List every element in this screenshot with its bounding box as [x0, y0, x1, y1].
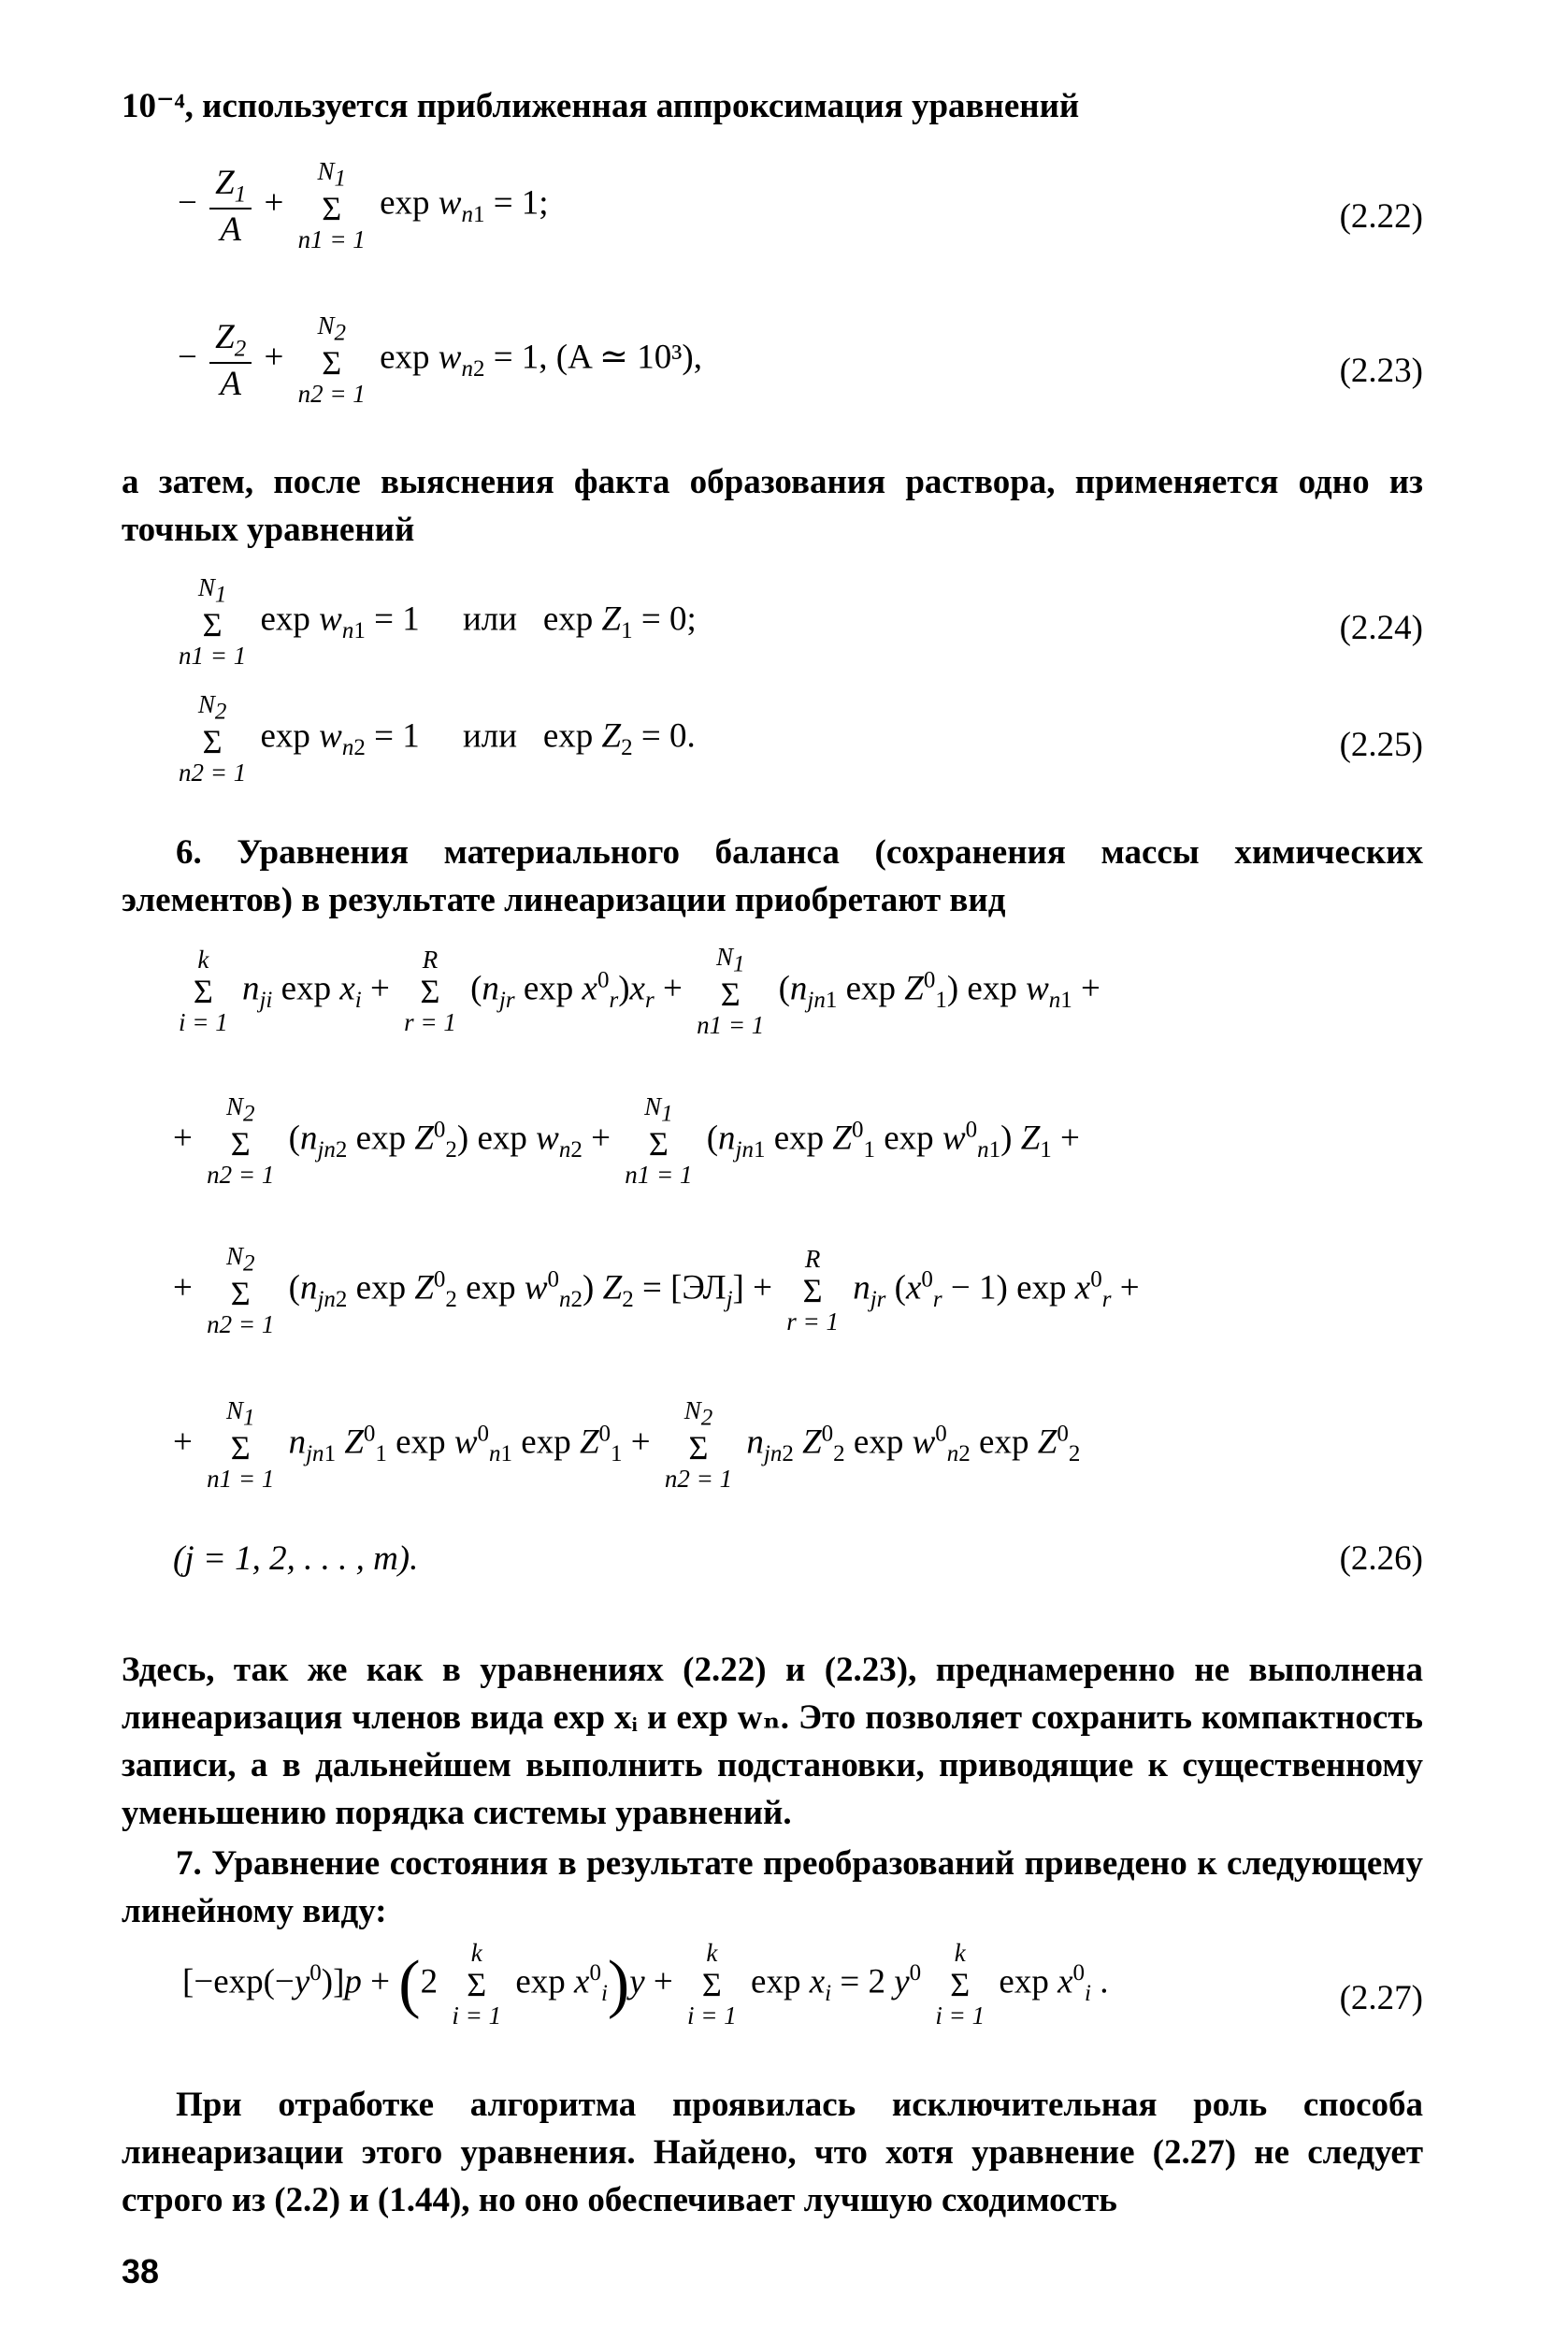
equation-body: $[-\exp(-y^0)]p + (2$ k Σ i = 1 $\exp x^0_i)y$ + k Σ i = 1 $\exp x_i = 2$ $y^0$ k Σ i = 1 $\exp x^0_i$ . [182, 1939, 1109, 2029]
equation-line-2: + $N_2$ Σ n2 = 1 ($n_{jn2}$ $\exp Z^0_2$) $\exp w_{n2}$ + $N_1$ Σ n1 = 1 ($n_{jn1}$ $\exp Z^0_1$ $\exp w^0_{n1}$) $Z_1$ + [173, 1092, 1080, 1190]
equation-2-27 [0, 1941, 1568, 2053]
equation-2-23 [0, 313, 1568, 426]
equation-number: (2.24) [1339, 609, 1423, 647]
equation-condition: (j = 1, 2, . . . , m). [173, 1539, 419, 1578]
equation-body: − $\frac{Z_1}{A}$ + $N_1$ Σ n1 = 1 $\exp w_{n1} = 1$; [178, 157, 549, 254]
equation-2-26 [0, 945, 1568, 1581]
equation-2-25 [0, 692, 1568, 795]
equation-2-22 [0, 159, 1568, 271]
paragraph-5: При отработке алгоритма проявилась исключительная роль способа линеаризации этого уравнения. Найдено, что хотя уравнение (2.27) не следует строго из (2.2) и (1.44), но оно обеспечивает лучшую сходимость [122, 2086, 1423, 2219]
equation-number: (2.23) [1339, 352, 1423, 390]
equation-body: $N_2$ Σ n2 = 1 $\exp w_{n2} = 1$ или $\exp Z_2 = 0$. [179, 690, 696, 787]
paragraph-4: 7. Уравнение состояния в результате преобразований приведено к следующему линейному виду: [122, 1844, 1423, 1930]
equation-number: (2.26) [1339, 1539, 1423, 1578]
paragraph-2: 6. Уравнения материального баланса (сохранения массы химических элементов) в результате линеаризации приобретают вид [122, 833, 1423, 919]
equation-body: $N_1$ Σ n1 = 1 $\exp w_{n1} = 1$ или $\exp Z_1 = 0$; [179, 573, 697, 671]
paragraph-1: а затем, после выяснения факта образования раствора, применяется одно из точных уравнений [122, 463, 1423, 549]
equation-line-3: + $N_2$ Σ n2 = 1 ($n_{jn2}$ $\exp Z^0_2$ $\exp w^0_{n2}$) $Z_2 = [ЭЛ_j]$ + R Σ r = 1 $n_{jr}$ $(x^0_r - 1)$ $\exp x^0_r$ + [173, 1242, 1140, 1339]
equation-number: (2.27) [1339, 1979, 1423, 2017]
equation-number: (2.25) [1339, 726, 1423, 764]
equation-number: (2.22) [1339, 197, 1423, 236]
intro-line: 10⁻⁴, используется приближенная аппроксимация уравнений [122, 87, 1080, 125]
equation-2-24 [0, 575, 1568, 678]
page-number: 38 [122, 2252, 160, 2290]
equation-line-4: + $N_1$ Σ n1 = 1 $n_{jn1}$ $Z^0_1$ $\exp w^0_{n1}$ $\exp Z^0_1$ + $N_2$ Σ n2 = 1 $n_{jn2}$ $Z^0_2$ $\exp w^0_{n2}$ $\exp Z^0_2$ [173, 1396, 1081, 1494]
equation-body: − $\frac{Z_2}{A}$ + $N_2$ Σ n2 = 1 $\exp w_{n2} = 1$, (A ≃ 10³), [178, 311, 702, 409]
paragraph-3: Здесь, так же как в уравнениях (2.22) и (2.23), преднамеренно не выполнена линеаризация членов вида exp xᵢ и exp wₙ. Это позволяет сохранить компактность записи, а в дальнейшем выполнить подстановки, приводящие к существенному уменьшению порядка системы уравнений. [122, 1651, 1423, 1832]
equation-line-1: k Σ i = 1 $n_{ji}$ $\exp x_i$ + R Σ r = 1 ($n_{jr}$ $\exp x^0_r)x_r$ + $N_1$ Σ n1 = 1 ($n_{jn1}$ $\exp Z^0_1$) $\exp w_{n1}$ + [179, 943, 1100, 1040]
